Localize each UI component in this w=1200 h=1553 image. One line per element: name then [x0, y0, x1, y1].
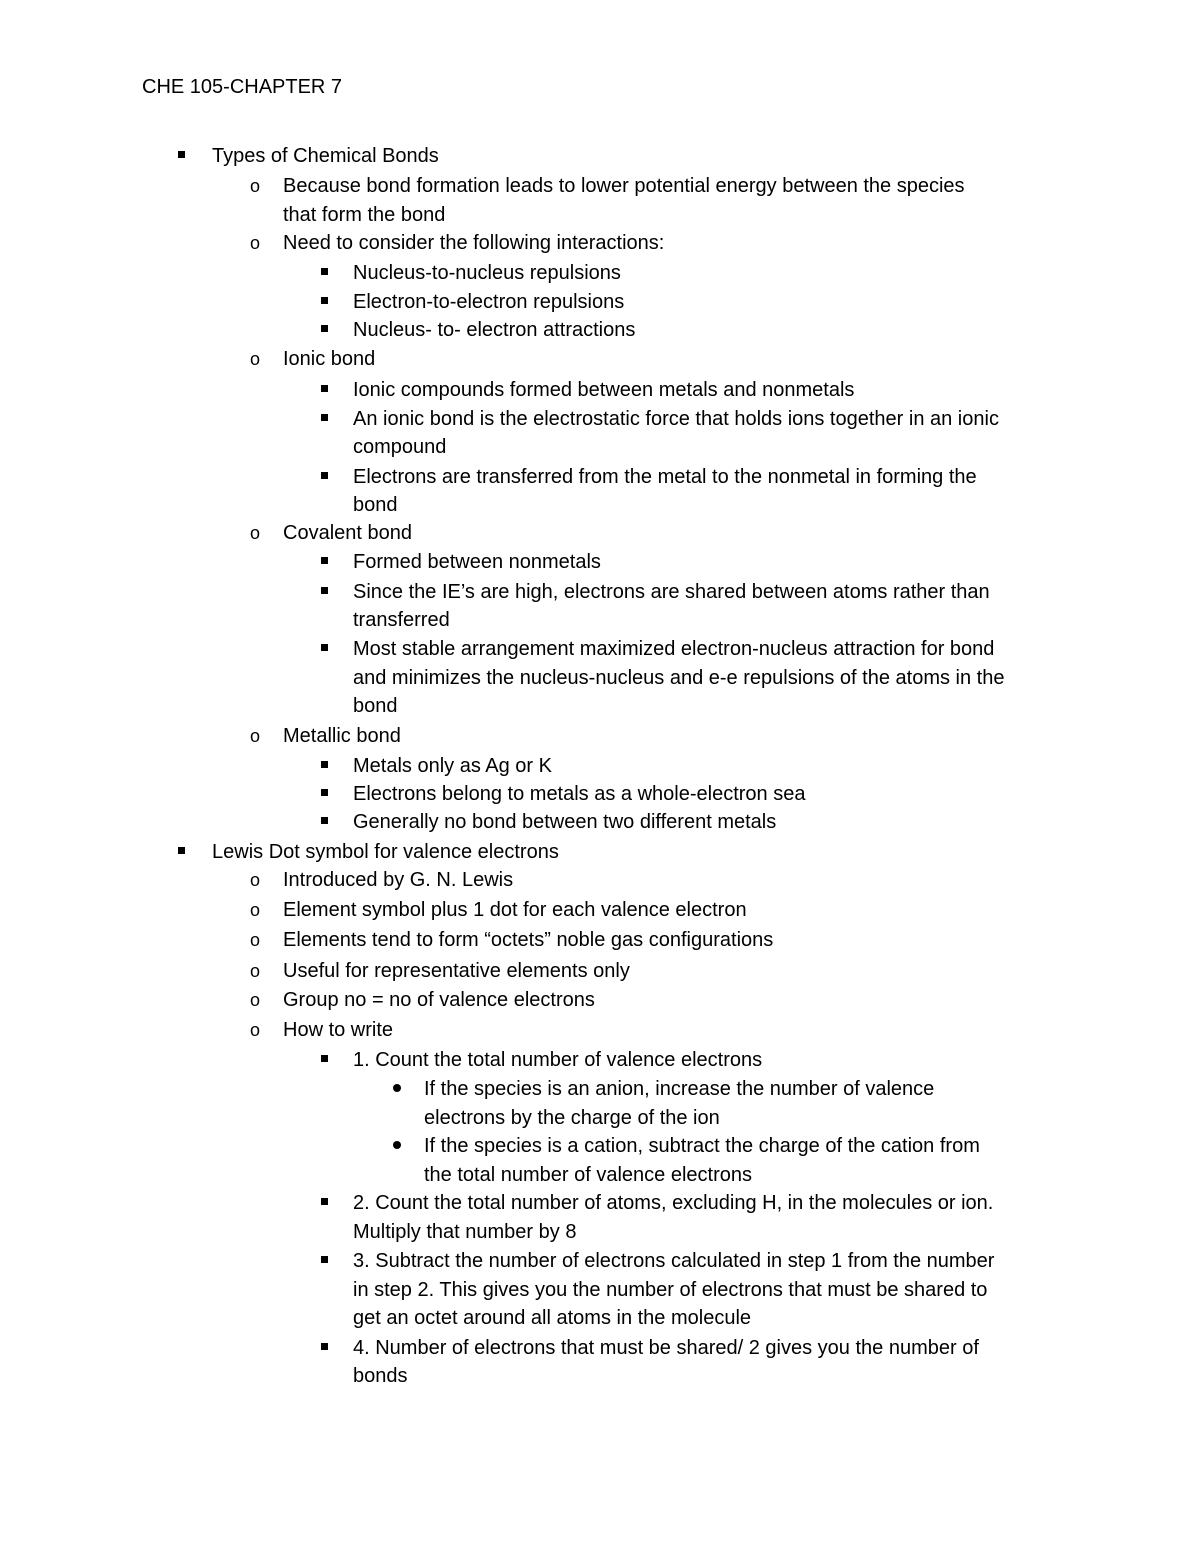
list-item-continuation: that form the bond [283, 204, 446, 226]
square-bullet-icon [314, 578, 334, 607]
list-item-level1: Lewis Dot symbol for valence electrons [212, 841, 559, 863]
square-bullet-icon [314, 376, 334, 405]
list-item-continuation: get an octet around all atoms in the molecule [353, 1307, 752, 1329]
list-item-level3: An ionic bond is the electrostatic force that holds ions together in an ionic [353, 408, 999, 430]
circle-bullet-icon: o [249, 1020, 260, 1040]
circle-bullet-icon: o [249, 961, 260, 981]
square-bullet-icon [314, 1046, 334, 1075]
list-item-continuation: in step 2. This gives you the number of electrons that must be shared to [353, 1279, 988, 1301]
list-item-level2: Element symbol plus 1 dot for each valence electron [283, 899, 747, 921]
list-item-level3: 2. Count the total number of atoms, excluding H, in the molecules or ion. [353, 1192, 994, 1214]
list-item-level4: If the species is an anion, increase the number of valence [424, 1078, 935, 1100]
list-item-level3: Electrons are transferred from the metal to the nonmetal in forming the [353, 466, 977, 488]
square-bullet-icon [314, 463, 334, 492]
square-bullet-icon [314, 780, 334, 809]
square-bullet-icon [314, 752, 334, 781]
circle-bullet-icon: o [249, 176, 260, 196]
list-item-level3: 4. Number of electrons that must be shared/ 2 gives you the number of [353, 1337, 979, 1359]
list-item-level2: Because bond formation leads to lower potential energy between the species [283, 175, 965, 197]
square-bullet-icon [314, 1189, 334, 1218]
list-item-level3: Generally no bond between two different metals [353, 811, 777, 833]
square-bullet-icon [314, 405, 334, 434]
list-item-continuation: bond [353, 494, 398, 516]
list-item-level2: Introduced by G. N. Lewis [283, 869, 514, 891]
list-item-level3: Nucleus- to- electron attractions [353, 319, 636, 341]
square-bullet-icon [171, 142, 191, 171]
square-bullet-icon [314, 1334, 334, 1363]
square-bullet-icon [314, 1247, 334, 1276]
square-bullet-icon [314, 288, 334, 317]
list-item-level3: Nucleus-to-nucleus repulsions [353, 262, 621, 284]
list-item-level3: Formed between nonmetals [353, 551, 601, 573]
circle-bullet-icon: o [249, 233, 260, 253]
list-item-continuation: and minimizes the nucleus-nucleus and e-e repulsions of the atoms in the [353, 667, 1005, 689]
list-item-level2: Elements tend to form “octets” noble gas configurations [283, 929, 774, 951]
circle-bullet-icon: o [249, 930, 260, 950]
list-item-level3: Electron-to-electron repulsions [353, 291, 625, 313]
circle-bullet-icon: o [249, 349, 260, 369]
list-item-level2: Covalent bond [283, 522, 412, 544]
square-bullet-icon [314, 548, 334, 577]
circle-bullet-icon: o [249, 726, 260, 746]
list-item-continuation: compound [353, 436, 447, 458]
circle-bullet-icon: o [249, 523, 260, 543]
circle-bullet-icon: o [249, 990, 260, 1010]
list-item-continuation: electrons by the charge of the ion [424, 1107, 720, 1129]
list-item-continuation: transferred [353, 609, 450, 631]
list-item-level2: Need to consider the following interactions: [283, 232, 665, 254]
list-item-level3: 1. Count the total number of valence electrons [353, 1049, 763, 1071]
round-bullet-icon [387, 1075, 407, 1104]
list-item-level2: Metallic bond [283, 725, 401, 747]
list-item-level2: Useful for representative elements only [283, 960, 630, 982]
list-item-level3: Since the IE’s are high, electrons are shared between atoms rather than [353, 581, 990, 603]
list-item-level2: Ionic bond [283, 348, 376, 370]
list-item-level3: Electrons belong to metals as a whole-electron sea [353, 783, 806, 805]
list-item-continuation: Multiply that number by 8 [353, 1221, 577, 1243]
square-bullet-icon [314, 808, 334, 837]
list-item-level3: Most stable arrangement maximized electron-nucleus attraction for bond [353, 638, 995, 660]
list-item-level3: Ionic compounds formed between metals and nonmetals [353, 379, 855, 401]
list-item-continuation: the total number of valence electrons [424, 1164, 752, 1186]
list-item-level1: Types of Chemical Bonds [212, 145, 439, 167]
list-item-level2: Group no = no of valence electrons [283, 989, 595, 1011]
square-bullet-icon [314, 635, 334, 664]
list-item-level2: How to write [283, 1019, 394, 1041]
square-bullet-icon [171, 838, 191, 867]
list-item-level4: If the species is a cation, subtract the charge of the cation from [424, 1135, 980, 1157]
circle-bullet-icon: o [249, 870, 260, 890]
circle-bullet-icon: o [249, 900, 260, 920]
list-item-continuation: bonds [353, 1365, 408, 1387]
list-item-level3: 3. Subtract the number of electrons calculated in step 1 from the number [353, 1250, 995, 1272]
square-bullet-icon [314, 259, 334, 288]
document-title: CHE 105-CHAPTER 7 [142, 76, 343, 98]
list-item-level3: Metals only as Ag or K [353, 755, 552, 777]
list-item-continuation: bond [353, 695, 398, 717]
round-bullet-icon [387, 1132, 407, 1161]
square-bullet-icon [314, 316, 334, 345]
